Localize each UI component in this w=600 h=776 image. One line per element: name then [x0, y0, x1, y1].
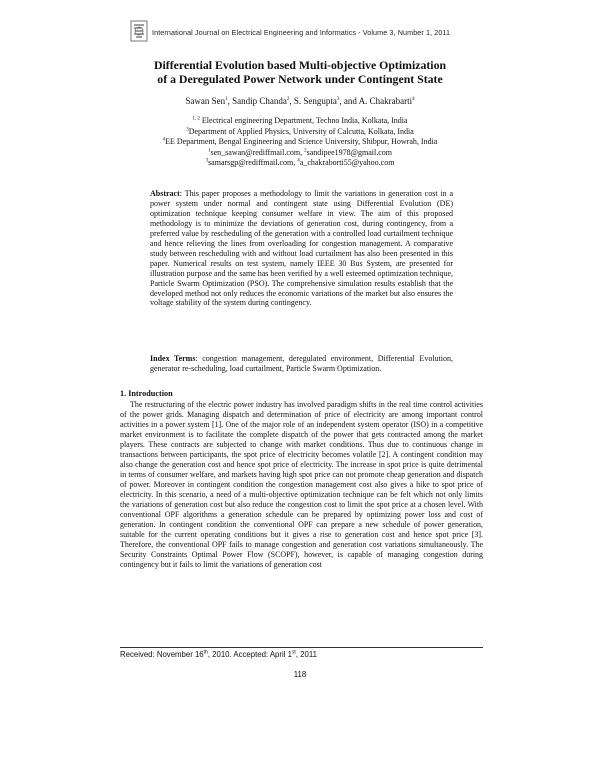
abstract-text: : This paper proposes a methodology to limit the variations in generation cost in a power system under normal and contingent state using Differential Evolution (DE) optimization technique keeping consumer welfare in view. The aim of this proposed methodology is to minimize the deviations of generation cost, during contingency, from a preferred value by rescheduling of the generation with a controlled load curtailment technique and hence relieving the lines from overloading for congestion management. A comparative study between rescheduling with and without load curtailment has also been presented in this paper. Numerical results on test system, namely IEEE 30 Bus System, are presented for illustration purpose and the same has been verified by a well esteemed optimization technique, Particle Swarm Optimization (PSO). The comprehensive simulation results establish that the developed method not only reduces the economic variations of the market but also ensures the voltage stability of the system during contingency. — [150, 189, 454, 308]
index-terms-label: Index Terms — [150, 354, 196, 363]
abstract — [150, 189, 453, 308]
affiliations — [0, 116, 600, 169]
author-separator: , — [227, 96, 233, 106]
index-terms — [150, 354, 453, 374]
email-sup: 3 — [205, 158, 209, 164]
date-year: , 2011 — [295, 650, 317, 659]
section-heading: 1. Introduction — [120, 389, 173, 398]
author-separator: , — [289, 96, 294, 106]
received-date: Received: November 16 — [120, 650, 204, 659]
email-line — [0, 148, 600, 159]
received-accepted-note — [120, 650, 317, 659]
author-name: A. Chakrabarti — [358, 96, 413, 106]
journal-logo-icon — [130, 20, 148, 42]
affiliation-sup: 1, 2 — [192, 116, 200, 122]
affiliation-text: Department of Applied Physics, University of Calcutta, Kolkata, India — [188, 126, 414, 136]
author-sup: 2 — [286, 97, 290, 102]
affiliation-text: Electrical engineering Department, Techno India, Kolkata, India — [199, 116, 408, 125]
date-sup: th — [203, 649, 208, 656]
paper-title — [0, 58, 600, 86]
abstract-label: Abstract — [150, 189, 180, 198]
email-address: a_chakraborti55@yahoo.com — [299, 158, 395, 168]
author-sup: 3 — [336, 97, 340, 102]
author-separator: , and — [339, 96, 359, 106]
title-line-2: of a Deregulated Power Network under Contingent State — [157, 72, 443, 86]
page-number: 118 — [293, 670, 307, 679]
affiliation-sup: 3 — [186, 126, 189, 132]
accepted-date: , 2010. Accepted: April 1 — [207, 650, 292, 659]
author-name: Sandip Chanda — [232, 96, 287, 106]
author-name: S. Sengupta — [293, 96, 337, 106]
date-sup: st — [291, 649, 296, 656]
index-terms-text: : congestion management, deregulated environment, Differential Evolution, generator re-scheduling, load curtailment, Particle Swarm Optimization. — [150, 354, 453, 373]
journal-title: International Journal on Electrical Engineering and Informatics - Volume 3, Number 1, 2011 — [152, 28, 451, 37]
author-sup: 1 — [225, 97, 228, 102]
email-address: sen_sawan@rediffmail.com, — [210, 147, 305, 157]
email-address: sandipee1978@gmail.com — [306, 147, 392, 157]
author-sup: 4 — [412, 97, 415, 102]
author-name: Sawan Sen — [185, 96, 226, 106]
affiliation-text: EE Department, Bengal Engineering and Science University, Shibpur, Howrah, India — [165, 137, 438, 147]
email-sup: 4 — [297, 158, 300, 164]
email-line — [0, 158, 600, 169]
title-line-1: Differential Evolution based Multi-objective Optimization — [153, 58, 447, 72]
running-header — [130, 18, 570, 48]
email-address: samarsgp@rediffmail.com, — [208, 158, 298, 168]
author-list — [0, 96, 600, 106]
footnote-rule — [120, 647, 483, 648]
affiliation-line — [0, 137, 600, 148]
intro-paragraph: The restructuring of the electric power industry has involved paradigm shifts in the real time control activities of the power grids. Managing dispatch and determination of price of electricity are among important control activities in a power system [1]. One of the major role of an independent system operator (ISO) in a competitive market environment is to facilitate the complete dispatch of the power that gets contracted among the market players. These contracts are subjected to change with market conditions. Thus due to continuous change in transactions between participants, the spot price of electricity becomes volatile [2]. A contingent condition may also change the generation cost and hence spot price of electricity. The increase in spot price is quite detrimental in terms of consumer welfare, and markets having high spot price can not promote cheap generation and dispatch of power. Moreover in contingent condition the congestion management cost also gives a hike to spot price of electricity. In this scenario, a need of a multi-objective optimization technique can be felt which not only limits the variations of generation cost but also reduce the congestion cost to limit the spot price at a chosen level. With conventional OPF algorithms a generation schedule can be prepared by optimizing power loss and cost of generation. In contingent condition the conventional OPF can prepare a new schedule of power generation, suitable for the current operating conditions but it gives a rise to generation cost and hence spot price [3]. Therefore, the conventional OPF fails to manage congestion and generation cost variations simultaneously. The Security Constraints Optimal Power Flow (SCOPF), however, is capable of managing congestion during contingency but it fails to limit the variations of generation cost — [120, 400, 483, 569]
email-sup: 1 — [208, 148, 211, 154]
email-sup: 2 — [304, 148, 307, 154]
affiliation-line — [0, 127, 600, 138]
affiliation-sup: 4 — [162, 137, 166, 143]
affiliation-line — [0, 116, 600, 127]
